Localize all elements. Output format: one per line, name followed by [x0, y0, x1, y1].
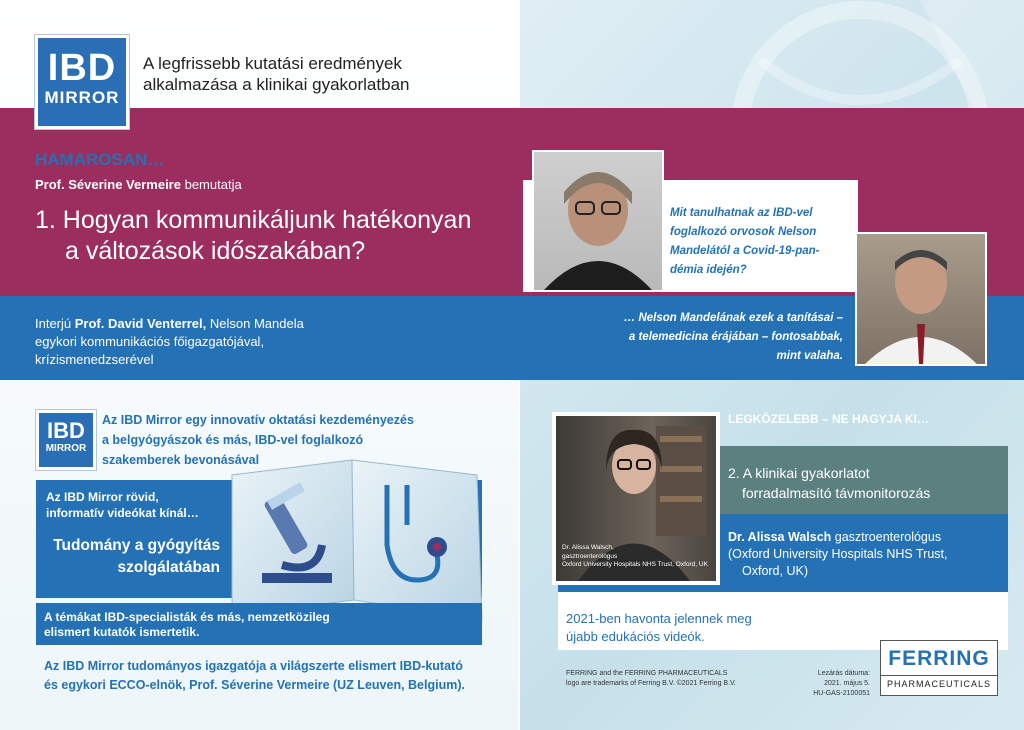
about-line2: a belgyógyászok és más, IBD-vel foglalkozó	[102, 433, 364, 447]
director-line2: és egykori ECCO-elnök, Prof. Séverine Vermeire (UZ Leuven, Belgium).	[44, 678, 465, 692]
motto-line1: Tudomány a gyógyítás	[53, 537, 220, 554]
monthly-line1: 2021-ben havonta jelennek meg	[566, 611, 752, 626]
ferring-sub: PHARMACEUTICALS	[881, 675, 997, 689]
photo-caption	[562, 544, 708, 570]
next-title-line1: 2. A klinikai gyakorlatot	[728, 465, 870, 481]
closing-line1: Lezárás dátuma:	[817, 670, 870, 677]
ferring-logo	[880, 640, 998, 696]
trademark-line2: logo are trademarks of Ferring B.V. ©2021 Ferring B.V.	[566, 680, 737, 687]
presenter-photo	[532, 150, 664, 292]
about-line1: Az IBD Mirror egy innovatív oktatási kezdeményezés	[102, 413, 414, 427]
logo-line2: MIRROR	[44, 88, 120, 107]
monthly-line2: újabb edukációs videók.	[566, 629, 705, 644]
speaker-role: gasztroenterológus	[831, 530, 942, 544]
speaker-text	[728, 529, 948, 580]
question-text	[670, 204, 820, 280]
soon-title-line2: a változások időszakában?	[65, 237, 366, 265]
about-line3: szakemberek bevonásával	[102, 453, 260, 467]
presenter-suffix: bemutatja	[180, 177, 242, 192]
interviewee-photo	[855, 232, 987, 366]
presenter-name: Prof. Séverine Vermeire	[35, 177, 181, 192]
doc-code: HU-GAS-2100051	[813, 690, 870, 697]
woman-portrait-icon	[534, 152, 662, 290]
ibd-mirror-small-logo	[36, 410, 96, 470]
next-title-line2: forradalmasító távmonitorozás	[742, 485, 931, 501]
director-text	[44, 657, 465, 695]
soon-label: HAMAROSAN…	[35, 150, 165, 169]
interview-line3: krízismenedzserével	[35, 352, 154, 367]
offer-motto	[46, 535, 220, 579]
next-title	[728, 463, 930, 503]
caption-line3: Oxford University Hospitals NHS Trust, Oxford, UK	[562, 561, 708, 568]
speaker-name: Dr. Alissa Walsch	[728, 530, 832, 544]
interview-line1-rest: Nelson Mandela	[206, 316, 304, 331]
interview-prefix: Interjú	[35, 316, 75, 331]
topics-text	[44, 610, 330, 640]
question-line4: démia idején?	[670, 264, 747, 276]
ibd-mirror-logo	[35, 35, 129, 129]
question-line1: Mit tanulhatnak az IBD-vel	[670, 207, 813, 219]
caption-line1: Dr. Alissa Walsch,	[562, 544, 614, 551]
interview-text	[35, 315, 304, 369]
man-portrait-icon	[857, 234, 985, 364]
closing-line2: 2021. május 5.	[824, 680, 870, 687]
offer-line1: Az IBD Mirror rövid,	[46, 490, 159, 504]
soon-title	[35, 205, 471, 267]
question-line3: Mandelától a Covid-19-pan-	[670, 245, 820, 257]
offer-line2: informatív videókat kínál…	[46, 506, 199, 520]
soon-presenter	[35, 177, 242, 192]
answer-line3: mint valaha.	[776, 350, 843, 362]
logo-line1: IBD	[47, 47, 117, 89]
vertical-divider	[518, 380, 520, 730]
next-label: LEGKÖZELEBB – NE HAGYJA KI…	[728, 412, 929, 426]
speaker-aff2: Oxford, UK)	[742, 564, 808, 578]
answer-line1: … Nelson Mandelának ezek a tanításai –	[623, 312, 843, 324]
header-tagline	[143, 53, 409, 95]
caption-line2: gasztroenterológus	[562, 552, 618, 560]
motto-line2: szolgálatában	[117, 559, 220, 576]
offer-text	[46, 489, 199, 521]
topics-line1: A témákat IBD-specialisták és más, nemzetközileg	[44, 610, 330, 624]
speaker-photo	[552, 412, 720, 585]
trademark-line1: FERRING and the FERRING PHARMACEUTICALS	[566, 670, 728, 677]
small-logo-line2: MIRROR	[45, 443, 87, 454]
answer-line2: a telemedicina érájában – fontosabbak,	[628, 331, 843, 343]
question-line2: foglalkozó orvosok Nelson	[670, 226, 817, 238]
tagline-line2: alkalmazása a klinikai gyakorlatban	[143, 75, 410, 94]
interview-line2: egykori kommunikációs főigazgatójával,	[35, 334, 265, 349]
soon-title-line1: 1. Hogyan kommunikáljunk hatékonyan	[35, 206, 472, 234]
small-logo-line1: IBD	[47, 418, 85, 443]
interview-name: Prof. David Venterrel,	[74, 316, 207, 331]
director-line1: Az IBD Mirror tudományos igazgatója a világszerte elismert IBD-kutató	[44, 659, 463, 673]
ferring-name: FERRING	[888, 647, 990, 670]
speaker-aff1: (Oxford University Hospitals NHS Trust,	[728, 547, 948, 561]
monthly-text	[566, 610, 752, 646]
topics-line2: elismert kutatók ismertetik.	[44, 625, 200, 639]
closing-date	[790, 669, 870, 699]
answer-text	[600, 309, 843, 366]
tagline-line1: A legfrissebb kutatási eredmények	[143, 54, 402, 73]
trademark-text	[566, 669, 736, 689]
